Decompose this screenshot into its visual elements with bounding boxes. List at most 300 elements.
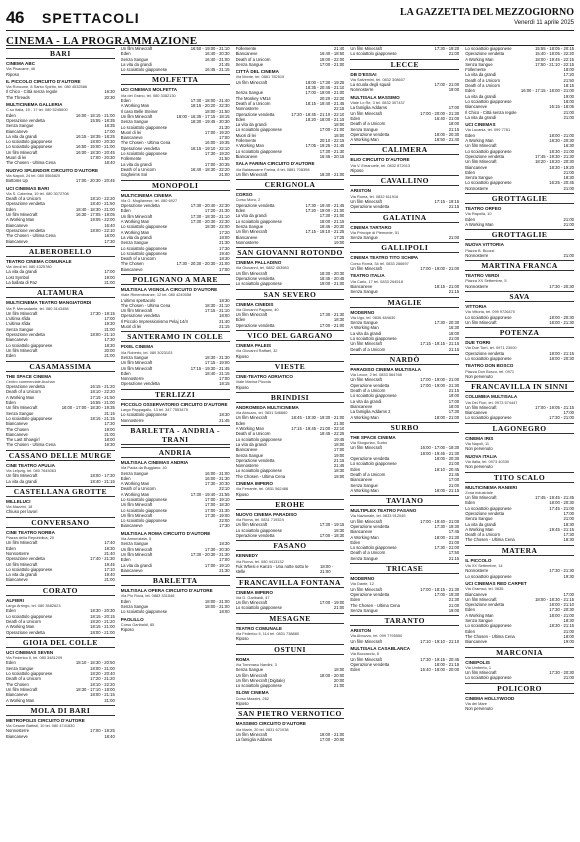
film-title: Operazione vendetta (6, 629, 45, 635)
film-title: Un film Minecraft (6, 540, 38, 546)
showtimes: 18:00 - 20:30 (549, 500, 574, 506)
cinema-name: NUOVO SPLENDOR CIRCUITO D'AUTORE (6, 167, 99, 173)
showtimes: 18:20 - 21:20 (90, 618, 115, 624)
city-heading: SAN SEVERO (236, 289, 345, 300)
showtimes: 17:30 - 19:20 (434, 46, 460, 51)
listing-column (465, 46, 574, 838)
film-title: Un film Minecraft (235, 522, 268, 528)
showtime-row (350, 347, 459, 352)
film-title: Riposo (235, 353, 249, 359)
showtimes: 18:00 - 21:15 (434, 487, 460, 493)
film-title: Senza Sangue (465, 516, 493, 522)
showtimes: 18:30 (219, 297, 230, 303)
showtime-row (465, 675, 574, 680)
cinema-name: MULTISALA MASSIMO (350, 94, 400, 100)
showtimes: 16:30 (104, 89, 115, 95)
city-heading: SAVA (465, 291, 574, 302)
rubric-title: CINEMA - LA PROGRAMMAZIONE (6, 35, 198, 47)
cinema-name: TEATRO CINEMA COMUNALE (6, 258, 72, 264)
showtimes: 20:20 - 22:20 (319, 95, 345, 101)
page-header (6, 6, 574, 31)
showtimes: 16:15 - 18:35 - 18:25 (75, 133, 115, 139)
showtimes: 18:15 (563, 83, 574, 89)
showtime-row (236, 636, 345, 641)
cinema-address: Via Abruzzo, tel. 099 7795550 (350, 633, 403, 639)
showtimes: 17:30 - 21:30 (319, 312, 345, 318)
showtimes: 17:00 - 19:00 - 21:00 (420, 266, 460, 272)
showtimes: 17:30 - 18:00 - 21:40 (190, 98, 230, 104)
film-title: Senza Sangue (350, 235, 378, 241)
showtimes: 16:40 - 18:50 (319, 51, 345, 57)
film-title: Nonnosterre (350, 87, 374, 93)
film-title: Lo scoiattolo giapponese (120, 250, 168, 256)
cinema-name: ELIO CIRCUITO D'AUTORE (350, 157, 410, 163)
showtimes: 18:00 - 22:10 (90, 227, 115, 233)
film-title: Un film Minecraft (235, 415, 268, 421)
showtimes: 17:00 (104, 128, 115, 134)
showtimes: 17:20 - 21:20 (90, 676, 115, 682)
showtimes: 17:30 - 21:00 (434, 545, 460, 551)
film-title: Lo scoiattolo giapponese (350, 393, 397, 399)
showtimes: 17:30 (104, 238, 115, 244)
film-title: Lo scoiattolo giapponese (465, 356, 512, 362)
cinema-name: CINEMA ABC (6, 61, 36, 66)
city-heading: OSTUNI (236, 644, 345, 655)
showtimes: 17:00 - 21:30 (204, 507, 230, 513)
showtimes: 19:45 (333, 436, 345, 442)
showtimes: 19:40 (104, 572, 115, 578)
cinema-name: UCI CINEMAS SEVEN (6, 649, 54, 655)
showtimes: 19:00 (104, 426, 115, 432)
showtimes: 16:25 - 20:45 (549, 180, 574, 186)
showtimes: 18:10 - 22:20 (90, 681, 115, 687)
showtimes: 18:00 - 17:30 (90, 473, 115, 479)
cinema-address: Via Roberto, tel. 080 3023103 (120, 349, 173, 355)
film-title: Un film Minecraft (6, 212, 38, 218)
film-title: La vita da grandi (6, 572, 37, 578)
showtimes: 17:30 - 20:40 - 22:30 (190, 203, 230, 209)
showtimes: 21:30 (219, 240, 230, 246)
film-title: A Working Man (350, 414, 379, 420)
cinema-address: Corso Mazzini, 262 (235, 695, 269, 701)
showtimes: 17:15 - 19:10 - 21:25 (305, 229, 345, 235)
cinema-name: MULTISALA CINEMAS ANDRIA (120, 459, 189, 465)
showtime-row (6, 442, 115, 447)
film-title: The Monkey VM14 (235, 95, 271, 101)
showtimes: 17:00 - 20:30 (90, 155, 115, 161)
film-title: Senza Sangue (6, 410, 34, 416)
film-title: Eden (465, 132, 475, 138)
city-heading: GROTTAGLIE (465, 193, 574, 204)
showtime-row (465, 446, 574, 451)
film-title: Eden (235, 116, 246, 122)
cinema-address: Via Nazionale, tel. 0833 912045 (350, 513, 406, 519)
showtime-row (121, 523, 230, 528)
showtimes: 16:40 - 21:00 (434, 115, 460, 121)
showtimes: 18:30 (219, 541, 230, 547)
showtime-row (121, 609, 230, 614)
cinema-address: Viale Lo Re, 3 tel. 0832 307437 (350, 100, 405, 106)
film-title: La vita da grandi (120, 234, 152, 240)
cinema-address: Piazza della Repubblica, 20 (6, 535, 55, 541)
cinema-address: Via Mazzini, 18 (6, 504, 33, 510)
showtimes: 17:00 - 21:00 (434, 82, 460, 88)
film-title: Un film Minecraft (465, 596, 497, 602)
film-title: Lo scoiattolo giapponese (235, 527, 282, 533)
showtimes: 17:20 (219, 229, 230, 235)
showtimes: 22:00 (219, 518, 230, 524)
film-title: Un film Minecraft (6, 561, 38, 567)
showtime-row (236, 564, 345, 575)
showtimes: 18:45 - 22:25 (319, 431, 345, 437)
showtimes: 18:00 (333, 667, 345, 673)
film-title: Senza Sangue (235, 452, 264, 458)
cinema-address: Piazza B. Buozzi (465, 247, 495, 253)
film-title: Eden (350, 539, 361, 545)
city-heading: BARLETTA (121, 575, 230, 586)
film-title: Operazione vendetta (235, 275, 275, 281)
film-title: Biancaneve (6, 222, 28, 228)
cinema-address: Zona industriale (465, 489, 493, 495)
rubric-bar (6, 31, 574, 46)
film-title: Biancaneve (235, 153, 258, 159)
film-title: Lo scoiattolo giapponese (235, 127, 282, 133)
film-title: The Chosen - Ultima Cena (465, 633, 515, 639)
showtimes: 18:15 - 20:20 - 22:30 (190, 103, 230, 109)
film-title: Un film Minecraft (6, 686, 38, 692)
cinema-address: Corso Garibaldi, 85 (120, 621, 155, 627)
showtimes: 19:00 - 21:00 (319, 281, 345, 287)
cinema-address: Via Marin, 20 tel. 0831 671038 (235, 726, 289, 732)
cinema-address: Via Annunziata, 5 (120, 536, 152, 542)
showtimes: 17:00 - 19:00 - 21:00 (420, 377, 460, 383)
film-title: Operazione vendetta (465, 350, 505, 356)
showtimes: 21:00 (333, 420, 345, 426)
listing-column (350, 46, 459, 838)
film-title: Senza Sangue (350, 482, 378, 488)
film-title: Biancaneve (465, 410, 488, 416)
showtime-row (236, 154, 345, 159)
cinema-address: Via Roncone, 8 Santo Spirito, tel. 080 4532586 (6, 84, 88, 90)
showtimes: 18:00 (219, 609, 230, 615)
listing-column (6, 46, 115, 838)
showtime-row (465, 222, 574, 227)
film-title: Operazione vendetta (350, 661, 390, 667)
film-title: Senza Sangue (350, 555, 378, 561)
showtimes: 18:45 - 20:30 (319, 223, 345, 229)
film-title: Lo scoiattolo giapponese (235, 468, 282, 474)
showtimes: 18:30 (563, 175, 574, 181)
film-title: Senza Sangue (235, 223, 264, 229)
cinema-name: METROPOLIS CIRCUITO D'AUTORE (6, 717, 85, 723)
cinema-name: CINEMA PALEIS (235, 343, 272, 349)
showtimes: 17:00 (333, 447, 345, 453)
showtimes: 21:00 (563, 109, 574, 115)
showtimes: 17:00 (104, 316, 115, 322)
film-title: Death of a Unicorn (120, 486, 156, 492)
showtimes: 17:00 - 19:00 - 21:00 (305, 90, 345, 96)
film-title: Lo scoiattolo giapponese (6, 139, 53, 145)
film-title: Un film Minecraft (235, 672, 268, 678)
showtime-row (350, 51, 459, 56)
film-title: Eden (6, 608, 16, 614)
cinema-name: CINEMA CINEDIS (235, 301, 274, 307)
showtimes: 18:30 - 22:00 (204, 224, 230, 230)
film-title: La famiglia Addams (350, 105, 387, 111)
newspaper-name: LA GAZZETTA DEL MEZZOGIORNO (399, 7, 574, 18)
showtimes: 17:20 - 21:30 (204, 208, 230, 214)
showtimes: 17:30 - 19:40 - 21:45 (305, 202, 345, 208)
showtime-row (121, 568, 230, 573)
showtime-row (236, 385, 345, 390)
showtimes: 18:10 - 22:20 (90, 196, 115, 202)
city-heading: MAGLIE (350, 297, 459, 308)
film-title: Eden (465, 607, 475, 613)
showtimes: 18:00 - 21:15 (549, 350, 574, 356)
cinema-address: Via Tommaso Nardini, 3 (235, 661, 277, 667)
film-title: Operazione vendetta (350, 524, 390, 529)
cinema-address: Via Umberto, 1 (465, 664, 492, 670)
cinema-address: Piazza Don Bosco, tel. 0971 (465, 368, 515, 374)
city-heading: TRICASE (350, 563, 459, 574)
film-title: La scuola degli squali (350, 82, 391, 88)
showtime-row (465, 253, 574, 258)
film-title: Lo scoiattolo giapponese (120, 67, 168, 73)
showtime-row (465, 639, 574, 644)
film-title: A Working Man (6, 697, 35, 703)
film-title: Death of a Unicorn (350, 550, 386, 556)
cinema-name: NUOVA ITALIA (465, 453, 497, 459)
showtimes: 17:30 (219, 245, 230, 251)
film-title: Un film Minecraft (120, 551, 153, 557)
city-heading: VIESTE (236, 361, 345, 372)
film-title: Death of a Unicorn (465, 83, 501, 89)
showtime-row (465, 356, 574, 361)
showtimes: 17:00 - 18:15 - 21:30 (420, 586, 460, 592)
cinema-address: Via Roma, tel. 080 4413132 (235, 558, 284, 564)
showtimes: 18:30 - 20:30 (549, 138, 574, 144)
film-title: Lo scoiattolo giapponese (6, 415, 53, 421)
showtimes: 17:00 - 19:10 (204, 562, 230, 568)
showtimes: 17:20 - 18:45 - 21:10 - 22:10 (291, 111, 345, 117)
city-heading: TERLIZZI (121, 389, 230, 400)
showtimes: 17:30 - 21:30 (319, 148, 345, 154)
showtimes: 21:00 (333, 605, 345, 611)
cinema-address: Via Giovanni Raffael, 32 (235, 348, 278, 354)
cinema-name: NUOVO CINEMA PARADISO (235, 511, 297, 517)
film-title: Eden (120, 598, 131, 604)
film-title: La vita da grandi (350, 398, 382, 404)
film-title: The Chosen - Ultima Cena (120, 140, 171, 146)
showtime-row (350, 204, 459, 209)
showtimes: 18:00 - 18:30 - 21:15 (535, 596, 574, 602)
showtimes: 17:00 (448, 398, 460, 404)
film-title: Nonnosterre (6, 728, 30, 734)
showtime-row (350, 639, 459, 644)
showtimes: 16:15 - 21:20 (90, 384, 115, 390)
cinema-address: Via del Grano, tel. 080 3382130 (120, 92, 176, 98)
film-title: Operazione vendetta (350, 456, 390, 462)
showtime-row (350, 235, 459, 240)
film-title: Senza Sangue (235, 90, 264, 96)
film-title: Un film Minecraft (465, 404, 497, 410)
showtimes: 21:00 (563, 675, 574, 681)
showtimes: 21:15 (104, 410, 115, 416)
film-title: Senza Sangue (120, 604, 149, 610)
cinema-address: C.so Italia, 15 - 17 tel. 080 5245600 (6, 107, 68, 113)
film-title: Operazione vendetta (235, 111, 275, 117)
film-title: Eden (350, 466, 361, 472)
film-title: Un film Minecraft (350, 377, 382, 383)
showtimes: 18:00 - 19:45 - 21:30 (420, 450, 460, 456)
cinema-address: Viale Rimembranze, 12 tel. 080 4240058 (120, 292, 192, 298)
showtime-row (350, 667, 459, 672)
film-title: Un film Minecraft (350, 198, 382, 204)
showtimes: 21:40 (104, 550, 115, 556)
showtimes: 21:50 (219, 156, 230, 162)
showtimes: 17:00 - 21:00 (319, 61, 345, 67)
film-title: Un film Minecraft (235, 312, 268, 318)
page-number: 46 (6, 8, 24, 27)
cinema-name: CINEMA TEATRO TITO SCHIPA (350, 255, 419, 261)
showtimes: 21:00 (563, 221, 574, 227)
showtimes: 18:30 - 21:00 (549, 148, 574, 154)
showtimes: 18:15 - 21:00 (90, 624, 115, 630)
film-title: Eden (6, 353, 16, 359)
city-heading: FASANO (236, 540, 345, 551)
cinema-name: CORSO (235, 192, 253, 198)
showtimes: 19:45 (104, 561, 115, 567)
film-title: Operazione vendetta (350, 204, 390, 210)
showtimes: 18:00 - 20:30 (434, 131, 460, 137)
film-title: Operazione vendetta (6, 117, 45, 123)
showtimes: 18:30 (104, 342, 115, 348)
showtime-row (350, 488, 459, 493)
showtimes: 18:30 (563, 521, 574, 527)
film-title: Eden (235, 317, 246, 323)
film-title: Nonnosterre (465, 252, 489, 258)
film-title: A Working Man (465, 56, 494, 62)
showtimes: 17:20 - 19:00 - 21:00 (305, 208, 345, 214)
showtimes: 18:30 - 20:30 (319, 270, 345, 276)
film-title: Operazione vendetta (120, 313, 160, 319)
cinema-address: Via Napoli, 11 (465, 441, 490, 447)
showtimes: 18:20 - 20:40 (90, 671, 115, 677)
showtimes: 18:00 (448, 121, 460, 127)
showtimes: 18:50 - 21:40 (434, 137, 460, 143)
cinema-address: Via Federico II, tel. 080 3481209 (6, 655, 63, 661)
film-title: Eden (120, 557, 131, 563)
showtimes: 17:30 - 18:30 - 21:10 (190, 213, 230, 219)
film-title: Chiuso per lavori (6, 509, 38, 515)
showtime-row (350, 137, 459, 142)
showtimes: 18:30 (333, 527, 345, 533)
showtimes: 17:00 - 20:35 (204, 161, 230, 167)
cinema-name: TEATRO DON BOSCO (465, 363, 514, 369)
film-title: A Working Man (350, 487, 379, 493)
film-title: Un film Minecraft (350, 445, 382, 451)
city-heading: TITO SCALO (465, 472, 574, 483)
city-heading: MESAGNE (236, 613, 345, 624)
showtimes: 21:00 (333, 683, 345, 689)
showtimes: 17:00 (104, 269, 115, 275)
film-title: Operazione vendetta (235, 457, 275, 463)
city-heading: GIOIA DEL COLLE (6, 637, 115, 648)
showtimes: 21:00 (448, 461, 460, 467)
film-title: Muori di lei (6, 155, 27, 161)
showtimes: 18:20 - 18:00 - 21:15 (305, 116, 345, 122)
showtimes: 21:00 (563, 185, 574, 191)
film-title: Eden (350, 597, 361, 603)
showtime-row (121, 172, 230, 177)
showtimes: 18:00 (333, 441, 345, 447)
film-title: Il Chico - Città senza regole (6, 89, 58, 95)
showtime-row (121, 381, 230, 386)
cinema-address: Via Salvemini, tel. 0832 308607 (350, 76, 406, 82)
film-title: Lo scoiattolo giapponese (465, 675, 512, 681)
showtimes: 19:00 (563, 93, 574, 99)
showtimes: 21:00 (563, 169, 574, 175)
film-title: L'ultima sfida (6, 316, 31, 322)
film-title: La vita da grandi (120, 61, 152, 67)
film-title: Un film Minecraft (235, 731, 268, 737)
film-title: Operazione vendetta (6, 227, 45, 233)
film-title: Death of a Unicorn (6, 618, 41, 624)
film-title: Nonnosterre (6, 550, 30, 556)
film-title: Riposo (350, 168, 364, 174)
showtimes: 21:50 (563, 77, 574, 83)
city-heading: POTENZA (465, 327, 574, 338)
film-title: Un film Minecraft (235, 229, 268, 235)
film-title: The Last Showgirl (6, 437, 40, 443)
showtimes: 20:10 - 22:15 (319, 138, 345, 144)
cinema-address: Via Lecce, 2 tel. 0833 564768 (350, 372, 402, 378)
cinema-address: Corso Moro, 2 (235, 197, 261, 203)
city-heading: CALIMERA (350, 144, 459, 155)
showtime-row (236, 323, 345, 328)
cinema-address: Via Federico II, 114 tel. 0831 738880 (235, 631, 300, 637)
showtimes: 17:30 - 20:30 (549, 607, 574, 613)
film-title: Biancaneve (6, 692, 28, 698)
cinema-address: Via Gramsci, tel. 0835 (465, 586, 504, 592)
showtimes: 18:00 - 20:30 (434, 456, 460, 462)
showtimes: 21:00 (563, 216, 574, 222)
film-title: Biancaneve (350, 529, 373, 535)
showtimes: 16:00 - 19:35 (204, 140, 230, 146)
showtimes: 18:15 - 19:40 - 21:45 (305, 100, 345, 106)
city-heading: CORATO (6, 585, 115, 596)
film-title: Eden (235, 420, 246, 426)
film-title: Un film Minecraft (120, 502, 153, 508)
showtimes: 19:00 (448, 393, 460, 399)
showtimes: 17:00 - 19:30 (434, 591, 460, 597)
showtimes: 18:00 (333, 132, 345, 138)
film-title: Lo scoiattolo giapponese (120, 124, 168, 130)
film-title: Operazione vendetta (235, 202, 275, 208)
cinema-address: Via Due Torri, tel. 0971 23000 (465, 345, 517, 351)
showtime-row (465, 415, 574, 420)
film-title: Operazione vendetta (6, 332, 45, 338)
cinema-name: SALA FARINA CIRCUITO D'AUTORE (235, 161, 315, 167)
cinema-name: MULTISALA VIGNOLA CIRCUITO D'AUTORE (120, 286, 218, 292)
film-title: Operazione vendetta (120, 203, 160, 209)
showtimes: 17:30 (104, 421, 115, 427)
showtimes: 18:30 (333, 468, 345, 474)
showtimes: 17:10 (104, 566, 115, 572)
film-title: Senza Sangue (235, 667, 264, 673)
cinema-address: Via V. Emanuele, tel. 0832 872013 (350, 162, 411, 168)
showtime-row (465, 374, 574, 379)
